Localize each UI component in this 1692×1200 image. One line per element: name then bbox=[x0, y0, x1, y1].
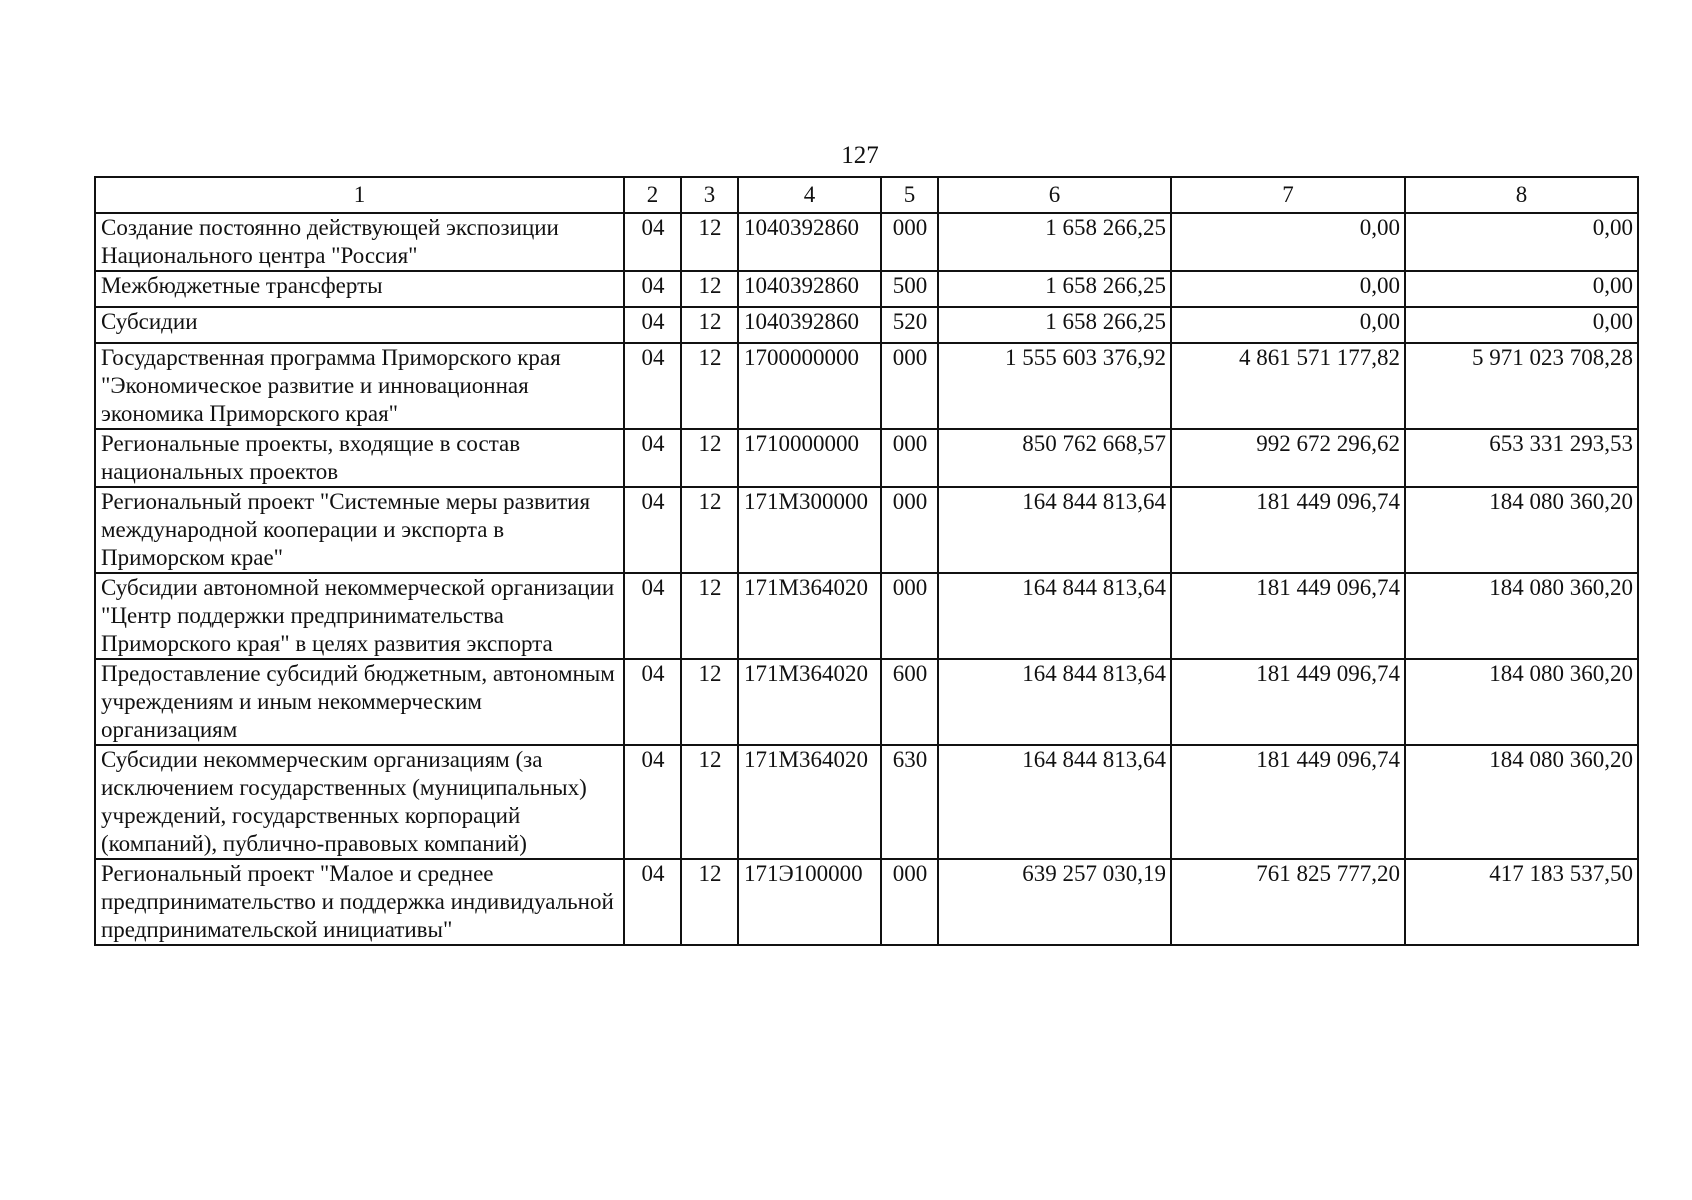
table-row bbox=[95, 859, 1638, 945]
section-code: 04 bbox=[624, 307, 681, 343]
section-code: 04 bbox=[624, 213, 681, 271]
amount-col6: 1 658 266,25 bbox=[938, 271, 1171, 307]
amount-col6: 1 658 266,25 bbox=[938, 307, 1171, 343]
section-code: 04 bbox=[624, 343, 681, 429]
amount-col6: 164 844 813,64 bbox=[938, 487, 1171, 573]
section-code: 04 bbox=[624, 659, 681, 745]
amount-col8: 184 080 360,20 bbox=[1405, 745, 1638, 859]
amount-col7: 181 449 096,74 bbox=[1171, 659, 1405, 745]
target-article-code: 171М364020 bbox=[738, 573, 881, 659]
section-code: 04 bbox=[624, 271, 681, 307]
table-row bbox=[95, 745, 1638, 859]
amount-col8: 5 971 023 708,28 bbox=[1405, 343, 1638, 429]
expense-type-code: 000 bbox=[881, 213, 938, 271]
amount-col6: 164 844 813,64 bbox=[938, 659, 1171, 745]
amount-col7: 0,00 bbox=[1171, 307, 1405, 343]
target-article-code: 1040392860 bbox=[738, 271, 881, 307]
expense-type-code: 520 bbox=[881, 307, 938, 343]
amount-col6: 164 844 813,64 bbox=[938, 745, 1171, 859]
amount-col7: 761 825 777,20 bbox=[1171, 859, 1405, 945]
target-article-code: 171М300000 bbox=[738, 487, 881, 573]
section-code: 04 bbox=[624, 573, 681, 659]
subsection-code: 12 bbox=[681, 487, 738, 573]
subsection-code: 12 bbox=[681, 745, 738, 859]
amount-col7: 181 449 096,74 bbox=[1171, 745, 1405, 859]
table-row bbox=[95, 659, 1638, 745]
amount-col6: 850 762 668,57 bbox=[938, 429, 1171, 487]
target-article-code: 1710000000 bbox=[738, 429, 881, 487]
amount-col8: 184 080 360,20 bbox=[1405, 487, 1638, 573]
target-article-code: 1040392860 bbox=[738, 307, 881, 343]
amount-col8: 417 183 537,50 bbox=[1405, 859, 1638, 945]
row-name: Создание постоянно действующей экспозиции Национального центра "Россия" bbox=[95, 213, 624, 271]
row-name: Региональный проект "Малое и среднее предпринимательство и поддержка индивидуальной предпринимательской инициативы" bbox=[95, 859, 624, 945]
target-article-code: 1040392860 bbox=[738, 213, 881, 271]
expense-type-code: 000 bbox=[881, 429, 938, 487]
amount-col8: 0,00 bbox=[1405, 271, 1638, 307]
subsection-code: 12 bbox=[681, 859, 738, 945]
row-name: Субсидии автономной некоммерческой организации "Центр поддержки предпринимательства Приморского края" в целях развития экспорта bbox=[95, 573, 624, 659]
table-row bbox=[95, 429, 1638, 487]
section-code: 04 bbox=[624, 859, 681, 945]
subsection-code: 12 bbox=[681, 573, 738, 659]
column-header: 1 bbox=[95, 177, 624, 213]
expense-type-code: 000 bbox=[881, 573, 938, 659]
amount-col8: 0,00 bbox=[1405, 307, 1638, 343]
table-row bbox=[95, 487, 1638, 573]
amount-col8: 184 080 360,20 bbox=[1405, 573, 1638, 659]
amount-col7: 4 861 571 177,82 bbox=[1171, 343, 1405, 429]
table-row bbox=[95, 213, 1638, 271]
column-header: 5 bbox=[881, 177, 938, 213]
column-header: 6 bbox=[938, 177, 1171, 213]
column-header: 2 bbox=[624, 177, 681, 213]
target-article-code: 171М364020 bbox=[738, 745, 881, 859]
table-header-row bbox=[95, 177, 1638, 213]
amount-col8: 653 331 293,53 bbox=[1405, 429, 1638, 487]
amount-col8: 0,00 bbox=[1405, 213, 1638, 271]
row-name: Региональный проект "Системные меры развития международной кооперации и экспорта в Приморском крае" bbox=[95, 487, 624, 573]
expense-type-code: 000 bbox=[881, 487, 938, 573]
table-row bbox=[95, 307, 1638, 343]
row-name: Региональные проекты, входящие в состав национальных проектов bbox=[95, 429, 624, 487]
expense-type-code: 500 bbox=[881, 271, 938, 307]
amount-col6: 1 658 266,25 bbox=[938, 213, 1171, 271]
expense-type-code: 000 bbox=[881, 859, 938, 945]
amount-col7: 181 449 096,74 bbox=[1171, 573, 1405, 659]
section-code: 04 bbox=[624, 745, 681, 859]
column-header: 4 bbox=[738, 177, 881, 213]
row-name: Государственная программа Приморского края "Экономическое развитие и инновационная экономика Приморского края" bbox=[95, 343, 624, 429]
column-header: 8 bbox=[1405, 177, 1638, 213]
amount-col6: 639 257 030,19 bbox=[938, 859, 1171, 945]
row-name: Межбюджетные трансферты bbox=[95, 271, 624, 307]
row-name: Субсидии некоммерческим организациям (за исключением государственных (муниципальных) учреждений, государственных корпораций (компаний), публично-правовых компаний) bbox=[95, 745, 624, 859]
budget-table bbox=[94, 176, 1639, 946]
amount-col6: 164 844 813,64 bbox=[938, 573, 1171, 659]
expense-type-code: 630 bbox=[881, 745, 938, 859]
section-code: 04 bbox=[624, 429, 681, 487]
expense-type-code: 000 bbox=[881, 343, 938, 429]
amount-col6: 1 555 603 376,92 bbox=[938, 343, 1171, 429]
column-header: 7 bbox=[1171, 177, 1405, 213]
subsection-code: 12 bbox=[681, 307, 738, 343]
table-row bbox=[95, 573, 1638, 659]
table-row bbox=[95, 271, 1638, 307]
amount-col7: 992 672 296,62 bbox=[1171, 429, 1405, 487]
subsection-code: 12 bbox=[681, 213, 738, 271]
amount-col8: 184 080 360,20 bbox=[1405, 659, 1638, 745]
table-row bbox=[95, 343, 1638, 429]
target-article-code: 171Э100000 bbox=[738, 859, 881, 945]
subsection-code: 12 bbox=[681, 659, 738, 745]
amount-col7: 0,00 bbox=[1171, 271, 1405, 307]
target-article-code: 171М364020 bbox=[738, 659, 881, 745]
expense-type-code: 600 bbox=[881, 659, 938, 745]
section-code: 04 bbox=[624, 487, 681, 573]
target-article-code: 1700000000 bbox=[738, 343, 881, 429]
row-name: Предоставление субсидий бюджетным, автономным учреждениям и иным некоммерческим организациям bbox=[95, 659, 624, 745]
column-header: 3 bbox=[681, 177, 738, 213]
amount-col7: 0,00 bbox=[1171, 213, 1405, 271]
subsection-code: 12 bbox=[681, 271, 738, 307]
subsection-code: 12 bbox=[681, 343, 738, 429]
row-name: Субсидии bbox=[95, 307, 624, 343]
page-number: 127 bbox=[841, 142, 879, 169]
amount-col7: 181 449 096,74 bbox=[1171, 487, 1405, 573]
subsection-code: 12 bbox=[681, 429, 738, 487]
